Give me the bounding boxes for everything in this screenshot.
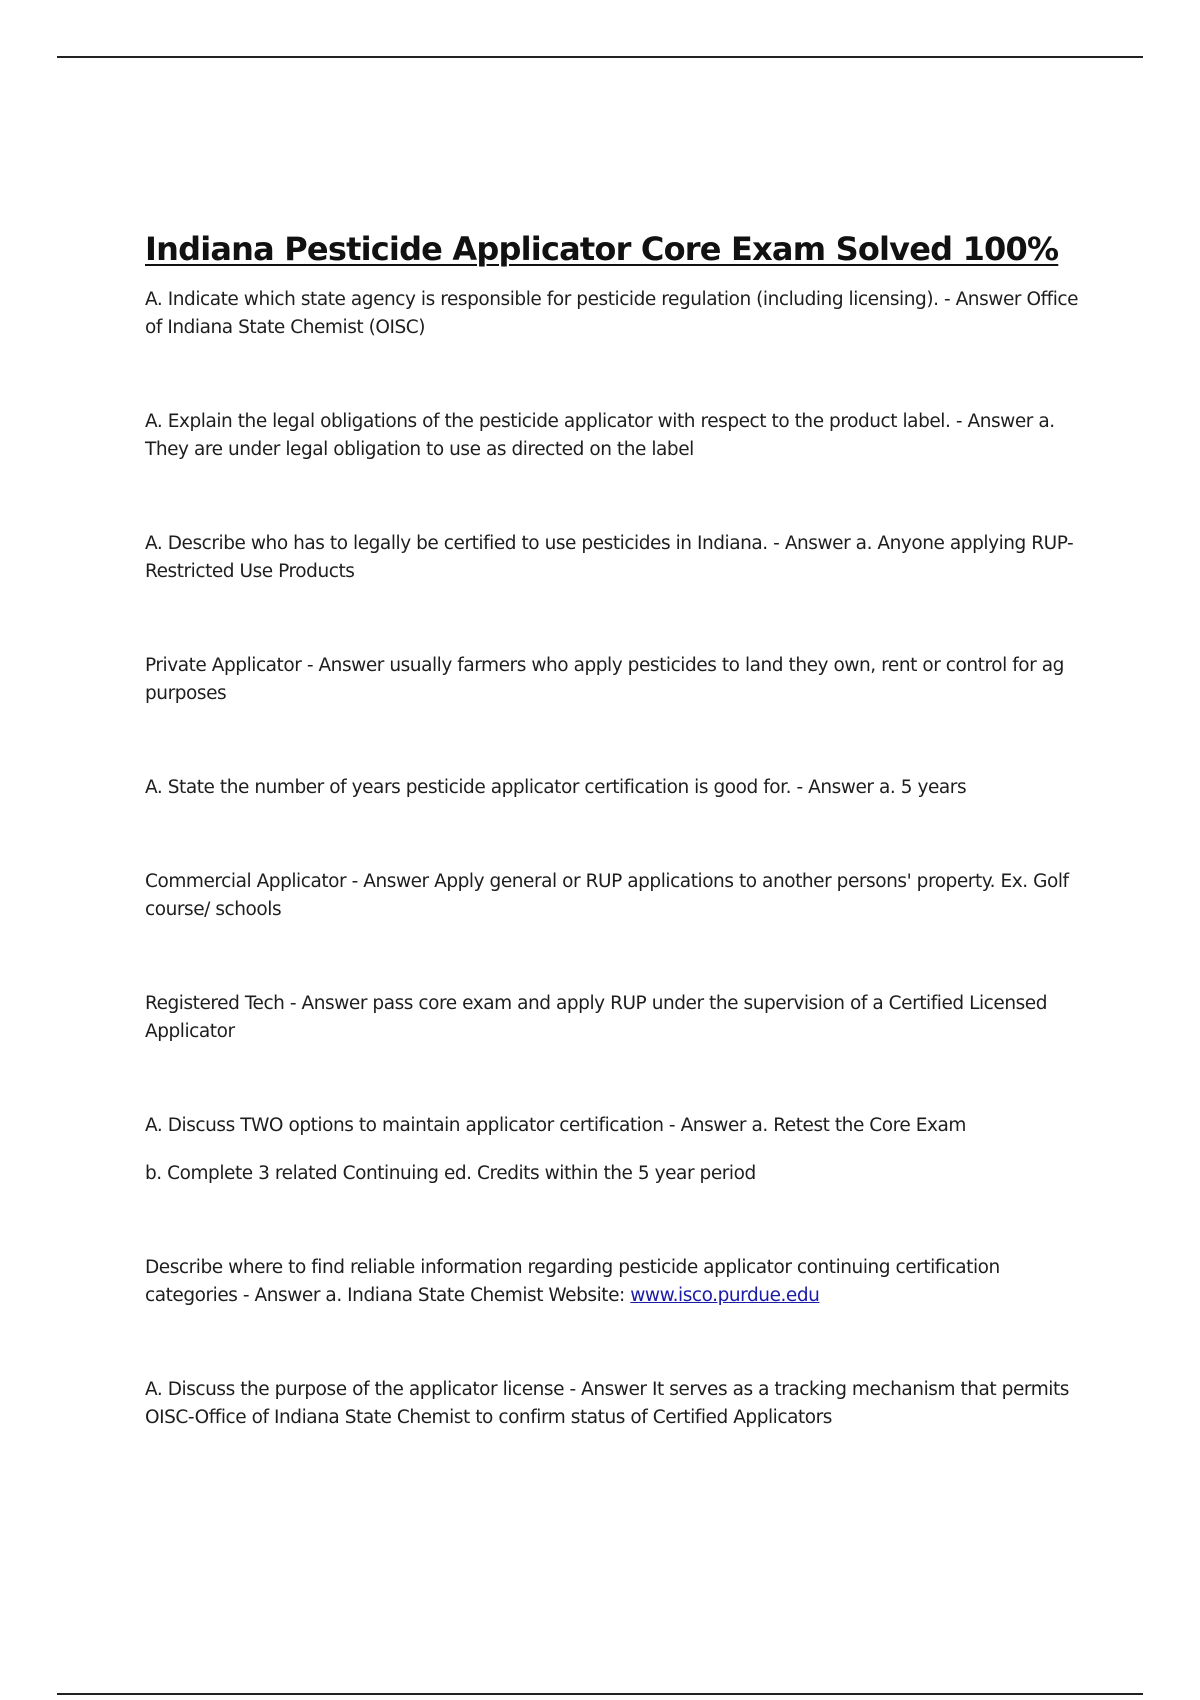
qa-info-source-text: Describe where to find reliable information regarding pesticide applicator continuing certification categories - Answer a. Indiana State Chemist Website:: [145, 1257, 1000, 1306]
qa-commercial-applicator: Commercial Applicator - Answer Apply general or RUP applications to another persons' property. Ex. Golf course/ schools: [145, 871, 1069, 920]
qa-maintain-certification: A. Discuss TWO options to maintain applicator certification - Answer a. Retest the Core Exam: [145, 1115, 966, 1136]
qa-agency: A. Indicate which state agency is responsible for pesticide regulation (including licensing). - Answer Office of Indiana State Chemist (OISC): [145, 289, 1079, 338]
qa-private-applicator: Private Applicator - Answer usually farmers who apply pesticides to land they own, rent or control for ag purposes: [145, 655, 1064, 704]
document-title: Indiana Pesticide Applicator Core Exam Solved 100%: [145, 230, 1059, 268]
bottom-rule: [57, 1693, 1143, 1695]
qa-info-source: [145, 1254, 1095, 1310]
qa-license-purpose: A. Discuss the purpose of the applicator license - Answer It serves as a tracking mechanism that permits OISC-Office of Indiana State Chemist to confirm status of Certified Applicators: [145, 1379, 1069, 1428]
oisc-website-link[interactable]: www.isco.purdue.edu: [630, 1285, 820, 1306]
qa-registered-tech: Registered Tech - Answer pass core exam and apply RUP under the supervision of a Certified Licensed Applicator: [145, 993, 1048, 1042]
qa-continuing-ed: b. Complete 3 related Continuing ed. Credits within the 5 year period: [145, 1163, 756, 1184]
document-body: [145, 224, 1095, 1432]
top-rule: [57, 56, 1143, 58]
qa-legal-obligations: A. Explain the legal obligations of the pesticide applicator with respect to the product label. - Answer a. They are under legal obligation to use as directed on the label: [145, 411, 1055, 460]
qa-certification-years: A. State the number of years pesticide applicator certification is good for. - Answer a. 5 years: [145, 777, 967, 798]
qa-certification-required: A. Describe who has to legally be certified to use pesticides in Indiana. - Answer a. Anyone applying RUP-Restricted Use Products: [145, 533, 1074, 582]
